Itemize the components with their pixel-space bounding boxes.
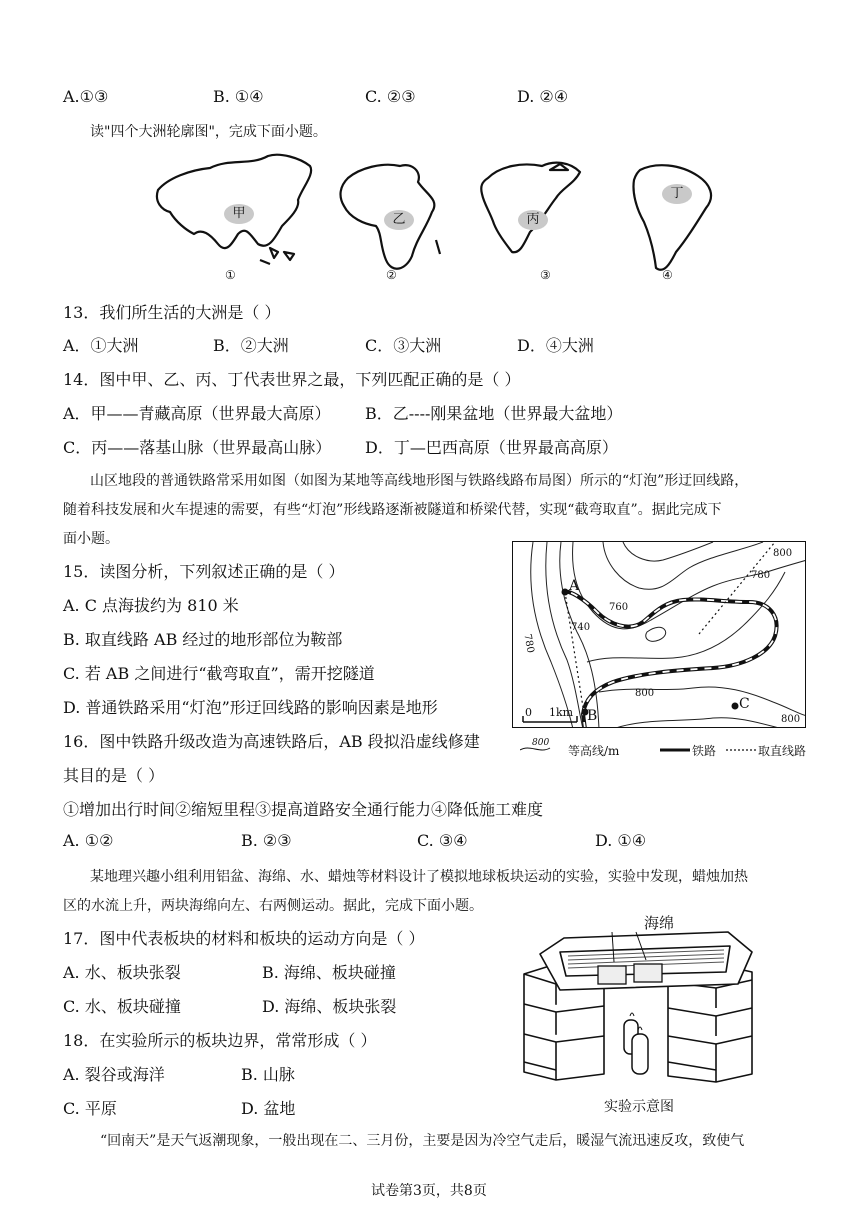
q16-option-a: A. ①② <box>63 831 114 850</box>
q16-option-c: C. ③④ <box>417 831 468 850</box>
q18-option-c: C. 平原 <box>63 1099 117 1118</box>
continents-figure <box>150 148 720 288</box>
q13-option-b: B．②大洲 <box>213 336 289 355</box>
q16-stem-line1: 16．图中铁路升级改造为高速铁路后，AB 段拟沿虚线修建 <box>63 732 480 751</box>
continent-number-3: ③ <box>540 268 551 282</box>
point-c-label: C <box>739 696 750 712</box>
q12-option-d: D. ②④ <box>517 87 569 106</box>
page-footer: 试卷第3页，共8页 <box>371 1183 487 1199</box>
scale-label: 1km <box>549 706 574 719</box>
passage-railway-line3: 面小题。 <box>63 531 119 547</box>
contour-label-780-left: 780 <box>521 633 536 654</box>
q12-option-c: C. ②③ <box>365 87 416 106</box>
continent-label-jia: 甲 <box>224 204 254 224</box>
q16-option-b: B. ②③ <box>241 831 292 850</box>
passage-plate-line1: 某地理兴趣小组利用铝盆、海绵、水、蜡烛等材料设计了模拟地球板块运动的实验，实验中发现，蜡烛加热 <box>90 869 748 885</box>
q12-option-b: B. ①④ <box>213 87 264 106</box>
continent-label-bing: 丙 <box>518 210 548 230</box>
q17-option-c: C. 水、板块碰撞 <box>63 997 181 1016</box>
q17-stem: 17．图中代表板块的材料和板块的运动方向是（ ） <box>63 929 425 948</box>
point-b-label: B <box>587 708 598 724</box>
q17-option-b: B. 海绵、板块碰撞 <box>262 963 396 982</box>
q17-option-a: A. 水、板块张裂 <box>63 963 181 982</box>
experiment-drawing <box>520 912 760 1092</box>
passage-plate-line2: 区的水流上升，两块海绵向左、右两侧运动。据此，完成下面小题。 <box>63 898 483 914</box>
q18-option-b: B. 山脉 <box>241 1065 295 1084</box>
continent-number-4: ④ <box>662 268 673 282</box>
contour-map <box>512 541 806 728</box>
continent-label-ding: 丁 <box>662 184 692 204</box>
scale-zero: 0 <box>525 706 532 719</box>
q14-option-d: D．丁—巴西高原（世界最高高原） <box>365 438 618 457</box>
continent-label-yi: 乙 <box>384 210 414 230</box>
q13-option-c: C．③大洲 <box>365 336 442 355</box>
q14-option-c: C．丙——落基山脉（世界最高山脉） <box>63 438 332 457</box>
q18-stem: 18．在实验所示的板块边界，常常形成（ ） <box>63 1031 377 1050</box>
contour-label-800-mid: 800 <box>635 688 655 699</box>
legend-straight: 取直线路 <box>758 744 807 758</box>
q16-stem-line2: 其目的是（ ） <box>63 766 165 785</box>
legend-contour-sample: 800 <box>532 738 550 748</box>
q13-option-d: D．④大洲 <box>517 336 594 355</box>
q15-option-d: D. 普通铁路采用“灯泡”形迂回线路的影响因素是地形 <box>63 698 438 717</box>
q18-option-a: A. 裂谷或海洋 <box>63 1065 165 1084</box>
legend-contour: 等高线/m <box>568 744 620 758</box>
contour-label-780-top: 780 <box>751 570 771 581</box>
contour-label-760: 760 <box>609 602 629 613</box>
continent-number-1: ① <box>225 268 236 282</box>
q13-option-a: A．①大洲 <box>63 336 139 355</box>
point-a-label: A <box>569 578 580 594</box>
q14-stem: 14．图中甲、乙、丙、丁代表世界之最，下列匹配正确的是（ ） <box>63 370 521 389</box>
continent-number-2: ② <box>386 268 397 282</box>
q12-option-a: A.①③ <box>63 87 109 106</box>
intro-continents: 读"四个大洲轮廓图"，完成下面小题。 <box>90 124 327 140</box>
passage-huinan: “回南天”是天气返潮现象，一般出现在二、三月份，主要是因为冷空气走后，暖湿气流迅速反攻，致使气 <box>100 1133 745 1149</box>
q14-option-a: A．甲——青藏高原（世界最大高原） <box>63 404 331 423</box>
legend-railway: 铁路 <box>692 744 717 758</box>
q13-stem: 13．我们所生活的大洲是（ ） <box>63 303 281 322</box>
q16-option-d: D. ①④ <box>595 831 647 850</box>
q15-option-b: B. 取直线路 AB 经过的地形部位为鞍部 <box>63 630 343 649</box>
experiment-sponge-label: 海绵 <box>644 914 675 932</box>
q15-option-a: A. C 点海拔约为 810 米 <box>63 596 239 615</box>
q16-choices: ①增加出行时间②缩短里程③提高道路安全通行能力④降低施工难度 <box>63 800 544 819</box>
experiment-figure <box>520 912 760 1115</box>
map-legend <box>520 740 810 760</box>
q15-option-c: C. 若 AB 之间进行“截弯取直”，需开挖隧道 <box>63 664 375 683</box>
q18-option-d: D. 盆地 <box>241 1099 296 1118</box>
q14-option-b: B．乙----刚果盆地（世界最大盆地） <box>365 404 623 423</box>
passage-railway-line1: 山区地段的普通铁路常采用如图（如图为某地等高线地形图与铁路线路布局图）所示的“灯泡”形迂回线路， <box>90 473 749 489</box>
q15-stem: 15．读图分析，下列叙述正确的是（ ） <box>63 562 345 581</box>
q17-option-d: D. 海绵、板块张裂 <box>262 997 397 1016</box>
contour-label-800-right: 800 <box>781 714 801 725</box>
passage-railway-line2: 随着科技发展和火车提速的需要，有些“灯泡”形线路逐渐被隧道和桥梁代替，实现“截弯取直”。据此完成下 <box>63 502 722 518</box>
contour-label-740: 740 <box>571 622 591 633</box>
contour-label-800-top: 800 <box>773 548 793 559</box>
experiment-caption: 实验示意图 <box>604 1099 674 1115</box>
